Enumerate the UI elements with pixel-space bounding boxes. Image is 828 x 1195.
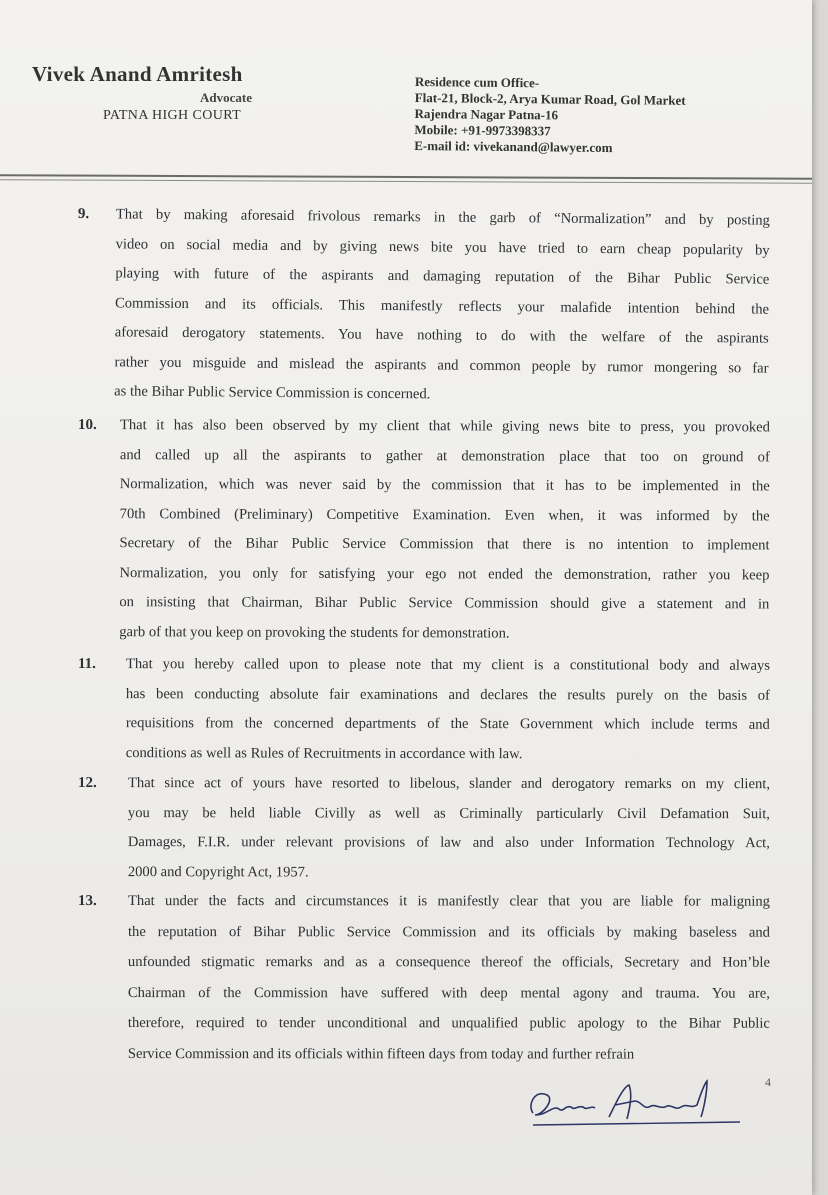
paragraph-line: as the Bihar Public Service Commission is concerned. — [114, 383, 431, 403]
paragraph-line: That you hereby called upon to please note that my client is a constitutional body and always — [125, 656, 770, 674]
paragraph-line: and called up all the aspirants to gather at demonstration place that too on ground of — [119, 446, 770, 465]
paragraph-line: Chairman of the Commission have suffered with deep mental agony and trauma. You are, — [127, 984, 770, 1002]
page-number: 4 — [765, 1075, 771, 1089]
paragraph-line: conditions as well as Rules of Recruitments in accordance with law. — [125, 744, 523, 762]
paragraph-line: playing with future of the aspirants and damaging reputation of the Bihar Public Service — [115, 265, 770, 288]
paragraph-line: 70th Combined (Preliminary) Competitive Examination. Even when, it was informed by the — [119, 505, 770, 524]
paragraph-line: garb of that you keep on provoking the students for demonstration. — [119, 623, 510, 642]
paragraph-9 — [76, 206, 768, 419]
paragraph-12 — [78, 775, 768, 894]
advocate-title: Advocate — [200, 90, 252, 105]
paragraph-line: Commission and its officials. This manifestly reflects your malafide intention behind the — [114, 294, 770, 318]
court-name: PATNA HIGH COURT — [103, 108, 242, 123]
office-address-block — [414, 74, 686, 157]
paragraph-number: 12. — [77, 775, 97, 792]
paragraph-line: That under the facts and circumstances it is manifestly clear that you are liable for maligning — [127, 893, 770, 910]
paragraph-line: rather you misguide and mislead the aspirants and common people by rumor mongering so far — [114, 353, 769, 377]
paragraph-11 — [78, 656, 768, 776]
office-line: Mobile: +91-9973398337 — [414, 121, 551, 139]
paragraph-line: aforesaid derogatory statements. You have nothing to do with the welfare of the aspirants — [114, 324, 769, 347]
office-line: Residence cum Office- — [414, 74, 540, 91]
paragraph-line: requisitions from the concerned departments of the State Government which include terms and — [125, 715, 770, 733]
office-line: Rajendra Nagar Patna-16 — [414, 105, 559, 123]
paragraph-line: has been conducting absolute fair examinations and declares the results purely on the basis of — [125, 685, 770, 704]
paragraph-line: Secretary of the Bihar Public Service Commission that there is no intention to implement — [119, 535, 770, 554]
paragraph-line: you may be held liable Civilly as well as Criminally particularly Civil Defamation Suit, — [127, 804, 770, 822]
paragraph-line: Damages, F.I.R. under relevant provisions of law and also under Information Technology Act, — [127, 834, 770, 852]
paragraph-number: 13. — [77, 893, 97, 910]
office-line: E-mail id: vivekanand@lawyer.com — [414, 137, 613, 156]
paragraph-line: Service Commission and its officials within fifteen days from today and further refrain — [127, 1045, 635, 1062]
paragraph-line: That by making aforesaid frivolous remarks in the garb of “Normalization” and by posting — [115, 206, 770, 229]
paragraph-line: unfounded stigmatic remarks and as a consequence thereof the officials, Secretary and Hon’ble — [127, 954, 770, 971]
paragraph-line: That it has also been observed by my client that while giving news bite to press, you provoked — [119, 417, 770, 436]
paragraph-number: 10. — [77, 417, 97, 434]
signature — [525, 1075, 745, 1135]
paragraph-line: therefore, required to tender unconditional and unqualified public apology to the Bihar Public — [127, 1015, 770, 1032]
advocate-name: Vivek Anand Amritesh — [32, 62, 243, 86]
paragraph-number: 9. — [77, 206, 90, 223]
header-divider-thin — [0, 179, 812, 184]
paragraph-line: Normalization, which was never said by the commission that it has to be implemented in the — [119, 476, 770, 495]
paragraph-10 — [77, 417, 768, 655]
paragraph-line: video on social media and by giving news bite you have tried to earn cheap popularity by — [115, 235, 770, 259]
paragraph-line: on insisting that Chairman, Bihar Public Service Commission should give a statement and in — [119, 594, 770, 613]
paragraph-13 — [78, 893, 768, 1077]
paragraph-line: 2000 and Copyright Act, 1957. — [127, 863, 309, 880]
office-line: Flat-21, Block-2, Arya Kumar Road, Gol Market — [414, 89, 686, 108]
paragraph-line: Normalization, you only for satisfying your ego not ended the demonstration, rather you keep — [119, 564, 770, 583]
paragraph-line: the reputation of Bihar Public Service Commission and its officials by making baseless and — [127, 923, 770, 941]
paragraph-number: 11. — [77, 656, 96, 673]
paragraph-line: That since act of yours have resorted to libelous, slander and derogatory remarks on my client, — [127, 775, 770, 793]
